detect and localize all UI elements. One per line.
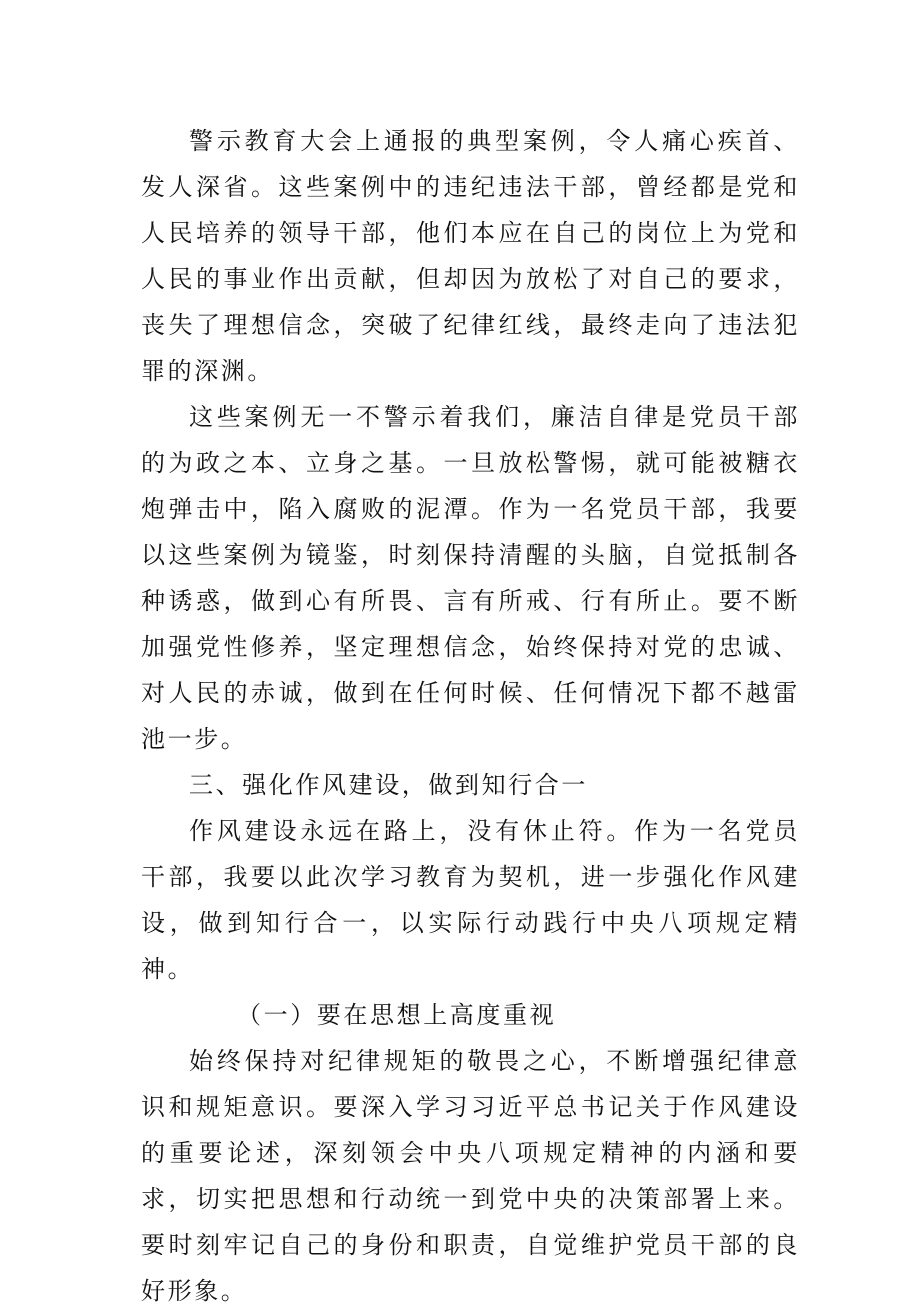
section-heading: 三、强化作风建设，做到知行合一 [189, 771, 588, 799]
subsection-heading: （一）要在思想上高度重视 [237, 1001, 557, 1029]
paragraph-self-discipline: 这些案例无一不警示着我们，廉洁自律是党员干部的为政之本、立身之基。一旦放松警惕，就可能被糖衣炮弹击中，陷入腐败的泥潭。作为一名党员干部，我要以这些案例为镜鉴，时刻保持清醒的头脑，自觉抵制各种诱惑，做到心有所畏、言有所戒、行有所止。要不断加强党性修养，坚定理想信念，始终保持对党的忠诚、对人民的赤诚，做到在任何时候、任何情况下都不越雷池一步。 [141, 403, 800, 753]
paragraph-work-style: 作风建设永远在路上，没有休止符。作为一名党员干部，我要以此次学习教育为契机，进一步强化作风建设，做到知行合一，以实际行动践行中央八项规定精神。 [141, 817, 800, 983]
paragraph-case-warning: 警示教育大会上通报的典型案例，令人痛心疾首、发人深省。这些案例中的违纪违法干部，曾经都是党和人民培养的领导干部，他们本应在自己的岗位上为党和人民的事业作出贡献，但却因为放松了对自己的要求，丧失了理想信念，突破了纪律红线，最终走向了违法犯罪的深渊。 [141, 127, 800, 385]
paragraph-thinking: 始终保持对纪律规矩的敬畏之心，不断增强纪律意识和规矩意识。要深入学习习近平总书记关于作风建设的重要论述，深刻领会中央八项规定精神的内涵和要求，切实把思想和行动统一到党中央的决策部署上来。要时刻牢记自己的身份和职责，自觉维护党员干部的良好形象。 [141, 1047, 800, 1305]
